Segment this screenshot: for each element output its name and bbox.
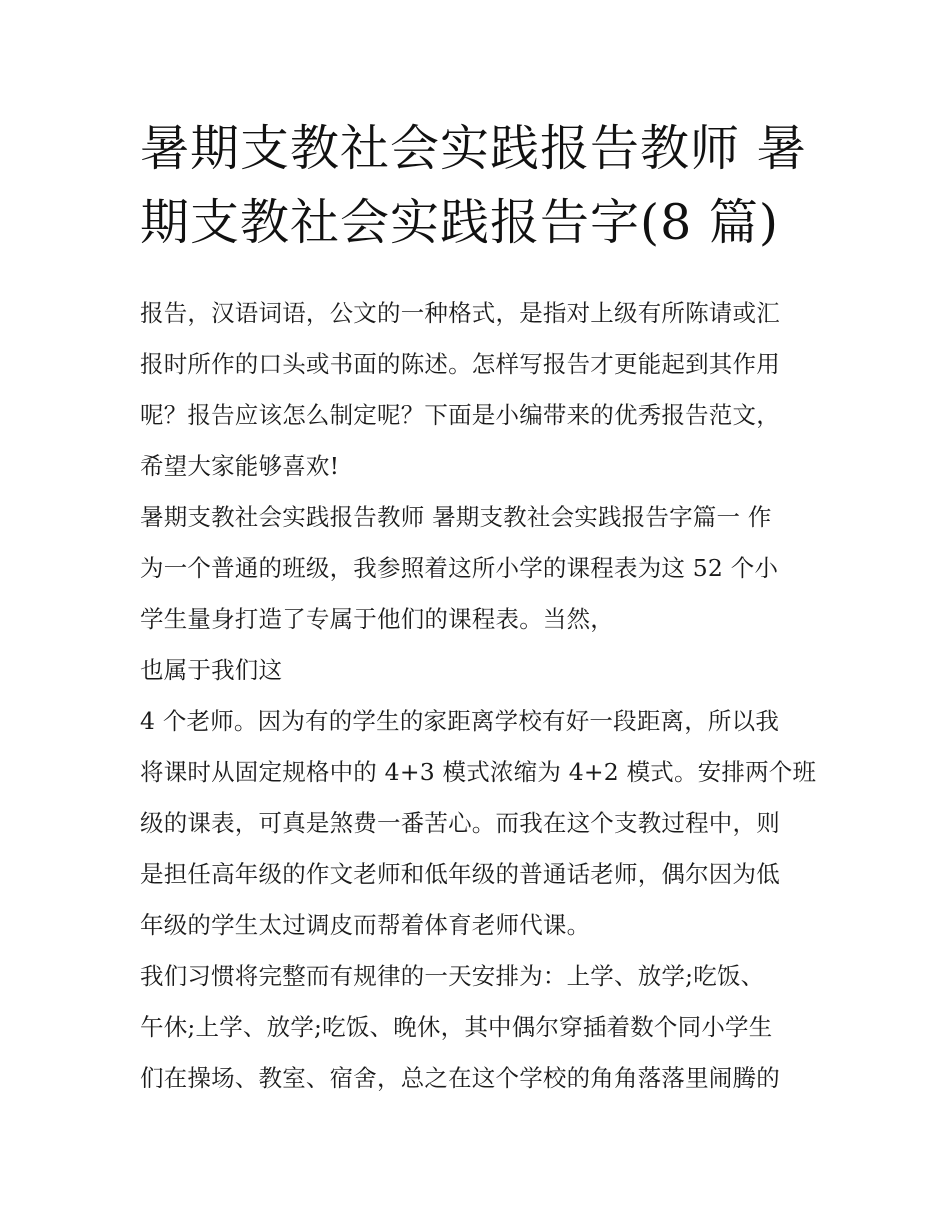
text-line: 为一个普通的班级，我参照着这所小学的课程表为这 52 个小	[140, 554, 779, 582]
text-line: 4 个老师。因为有的学生的家距离学校有好一段距离，所以我	[140, 707, 780, 735]
schedule-paragraph	[140, 696, 817, 951]
text-line: 学生量身打造了专属于他们的课程表。当然，	[140, 605, 614, 633]
daily-routine-paragraph	[140, 951, 814, 1104]
text-line: 是担任高年级的作文老师和低年级的普通话老师，偶尔因为低	[140, 860, 780, 888]
intro-paragraph	[140, 288, 814, 492]
text-line: 们在操场、教室、宿舍，总之在这个学校的角角落落里闹腾的	[140, 1064, 780, 1092]
text-line: 年级的学生太过调皮而帮着体育老师代课。	[140, 911, 591, 939]
text-line: 我们习惯将完整而有规律的一天安排为：上学、放学;吃饭、	[140, 962, 765, 990]
text-line: 希望大家能够喜欢!	[140, 452, 340, 480]
text-line: 报告，汉语词语，公文的一种格式，是指对上级有所陈请或汇	[140, 299, 780, 327]
text-line: 暑期支教社会实践报告教师 暑期支教社会实践报告字篇一 作	[140, 503, 772, 531]
title-line: 暑期支教社会实践报告教师 暑	[140, 120, 807, 177]
text-line: 将课时从固定规格中的 4+3 模式浓缩为 4+2 模式。安排两个班	[140, 758, 817, 786]
text-line: 级的课表，可真是煞费一番苦心。而我在这个支教过程中，则	[140, 809, 780, 837]
text-line: 报时所作的口头或书面的陈述。怎样写报告才更能起到其作用	[140, 350, 780, 378]
text-line: 也属于我们这	[140, 656, 283, 684]
text-line: 呢？报告应该怎么制定呢？下面是小编带来的优秀报告范文，	[140, 401, 780, 429]
section-one-paragraph	[140, 492, 814, 645]
document-title	[140, 112, 814, 260]
title-line: 期支教社会实践报告字(8 篇)	[140, 194, 779, 251]
continuation-paragraph	[140, 645, 814, 696]
text-line: 午休;上学、放学;吃饭、晚休，其中偶尔穿插着数个同小学生	[140, 1013, 773, 1041]
